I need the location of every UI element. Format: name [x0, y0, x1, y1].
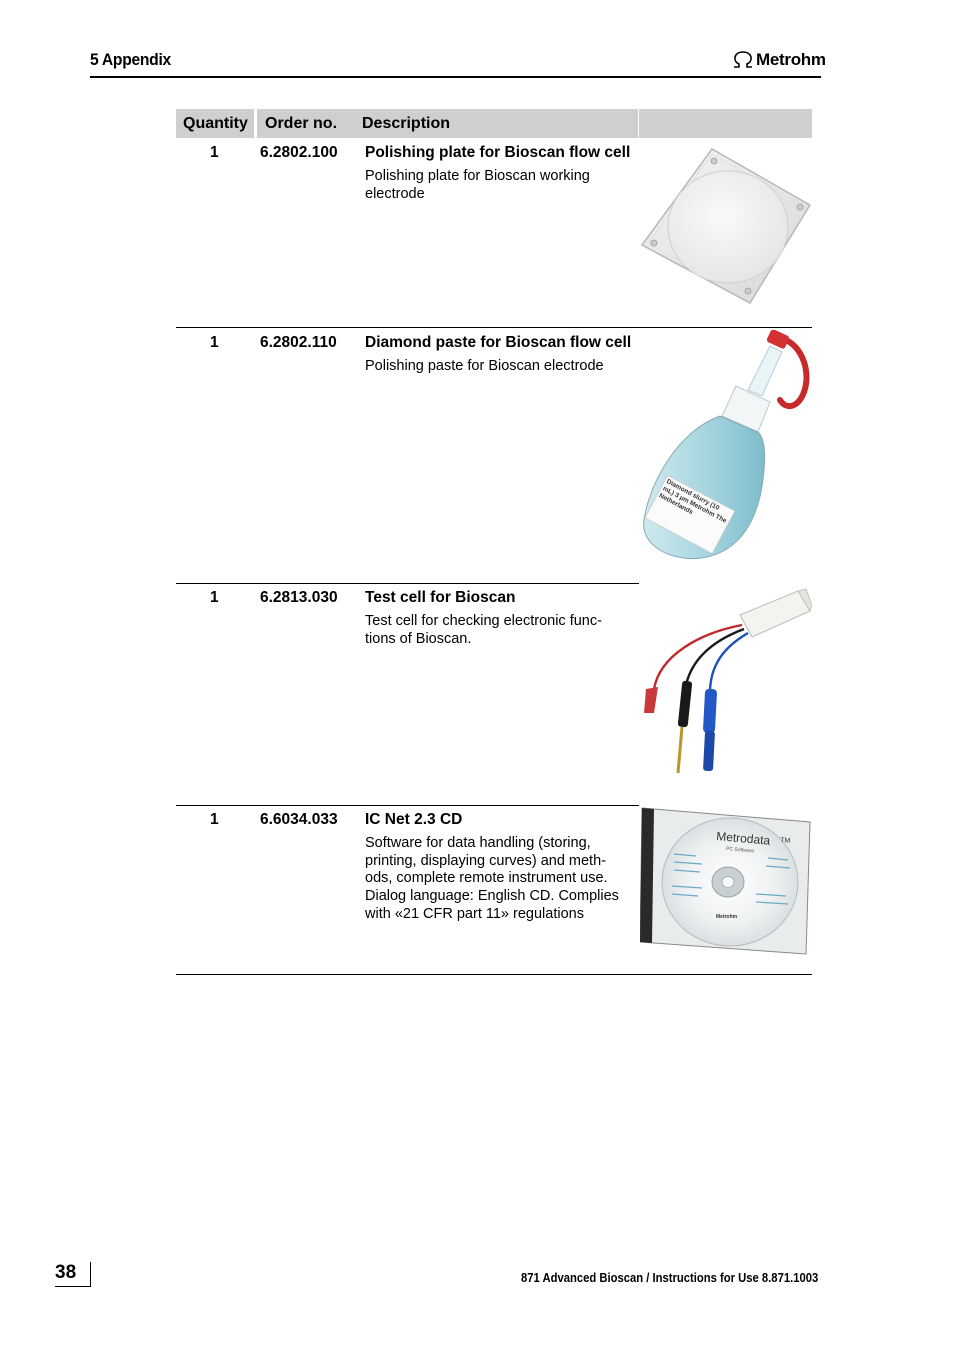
row-quantity: 1 [210, 144, 219, 161]
row-title: Diamond paste for Bioscan flow cell [365, 334, 632, 351]
omega-logo-icon [732, 51, 754, 69]
page-number-rule [55, 1286, 91, 1287]
diamond-paste-bottle-image [640, 330, 812, 562]
bottle-label-text: Diamond slurry (10 mL) 3 µm Metrohm The Netherlands [657, 478, 728, 525]
row-title: IC Net 2.3 CD [365, 811, 463, 828]
row-quantity: 1 [210, 811, 219, 828]
column-header-order-no: Order no. [257, 109, 356, 138]
column-header-quantity: Quantity [176, 109, 254, 138]
row-divider [176, 583, 639, 584]
row-description: Polishing plate for Bioscan working electrode [365, 168, 590, 202]
row-description: Polishing paste for Bioscan electrode [365, 358, 604, 374]
header-divider [90, 76, 821, 78]
cd-subtitle-text: PC Software [725, 846, 755, 855]
ic-net-cd-image [640, 806, 812, 956]
section-title: 5 Appendix [90, 50, 171, 69]
row-description: Software for data handling (storing, printing, displaying curves) and meth-ods, complete remote instrument use. Dialog language: English CD. Complies with «21 CFR part 11» regulations [365, 835, 619, 922]
column-header-image [639, 109, 812, 138]
brand-name: Metrohm [756, 50, 826, 69]
row-order-no: 6.2813.030 [260, 589, 338, 606]
table-header [176, 109, 812, 138]
table-bottom-rule [176, 974, 812, 975]
row-quantity: 1 [210, 589, 219, 606]
column-header-description: Description [356, 109, 638, 138]
row-divider [176, 327, 812, 328]
row-divider [176, 805, 639, 806]
test-cell-cable-image [640, 585, 812, 777]
row-order-no: 6.2802.110 [260, 334, 337, 351]
row-quantity: 1 [210, 334, 219, 351]
row-order-no: 6.2802.100 [260, 144, 338, 161]
polishing-plate-image [640, 145, 812, 305]
cd-company-text: Metrohm [716, 914, 738, 920]
cd-brand-text: Metrodata [715, 829, 771, 848]
row-title: Test cell for Bioscan [365, 589, 516, 606]
cd-trademark-text: TM [779, 837, 791, 845]
row-description: Test cell for checking electronic func-tions of Bioscan. [365, 613, 602, 647]
page-number-vertical-rule [90, 1262, 91, 1287]
page-number: 38 [55, 1262, 77, 1283]
row-title: Polishing plate for Bioscan flow cell [365, 144, 631, 161]
brand-logo [732, 50, 826, 70]
row-order-no: 6.6034.033 [260, 811, 338, 828]
footer-doc-title: 871 Advanced Bioscan / Instructions for Use 8.871.1003 [520, 1271, 818, 1285]
